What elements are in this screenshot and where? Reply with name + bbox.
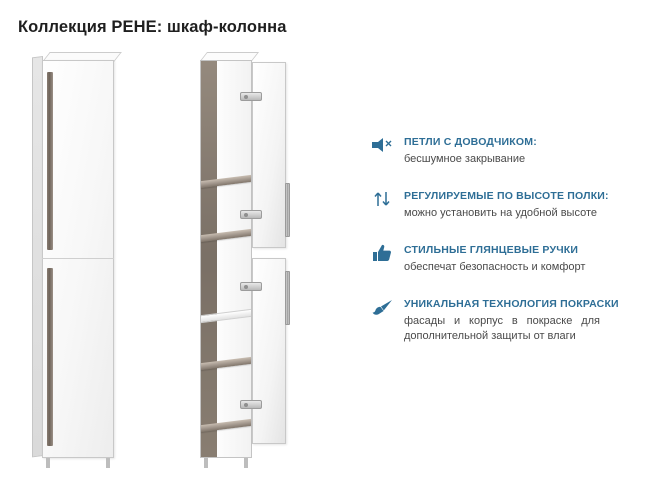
open-cabinet-foot-right [244,458,248,468]
features-list [370,135,655,366]
door-upper [252,62,286,248]
open-cabinet-back-panel [201,61,217,457]
feature-item-hinges [370,135,655,167]
feature-heading: СТИЛЬНЫЕ ГЛЯНЦЕВЫЕ РУЧКИ [404,244,579,256]
up-down-arrows-icon [370,190,394,208]
feature-heading: УНИКАЛЬНАЯ ТЕХНОЛОГИЯ ПОКРАСКИ [404,298,619,310]
cabinet-handle-lower [47,268,53,446]
thumbs-up-icon [370,244,394,262]
feature-description: фасады и корпус в покраске для дополнительной защиты от влаги [404,315,600,342]
open-cabinet [180,60,300,458]
door-handle-upper [285,183,290,237]
feature-heading: ПЕТЛИ С ДОВОДЧИКОМ: [404,136,537,148]
product-illustration [0,50,330,470]
paint-brush-icon [370,298,394,316]
cabinet-door-divider [42,258,114,259]
hinge-1 [240,92,262,101]
feature-item-handles [370,243,655,275]
feature-description: можно установить на удобной высоте [404,207,597,219]
cabinet-foot-left [46,458,50,468]
cabinet-handle-upper [47,72,53,250]
feature-description: бесшумное закрывание [404,153,526,165]
hinge-2 [240,210,262,219]
page-title: Коллекция РЕНЕ: шкаф-колонна [18,18,287,36]
cabinet-foot-right [106,458,110,468]
door-handle-lower [285,271,290,325]
feature-heading: РЕГУЛИРУЕМЫЕ ПО ВЫСОТЕ ПОЛКИ: [404,190,609,202]
feature-description: обеспечат безопасность и комфорт [404,261,586,273]
open-cabinet-foot-left [204,458,208,468]
hinge-3 [240,282,262,291]
hinge-4 [240,400,262,409]
open-cabinet-inner-side [217,61,251,457]
feature-item-coating [370,297,655,344]
hinge-icon [370,136,394,154]
closed-cabinet [42,60,114,458]
feature-item-shelves [370,189,655,221]
